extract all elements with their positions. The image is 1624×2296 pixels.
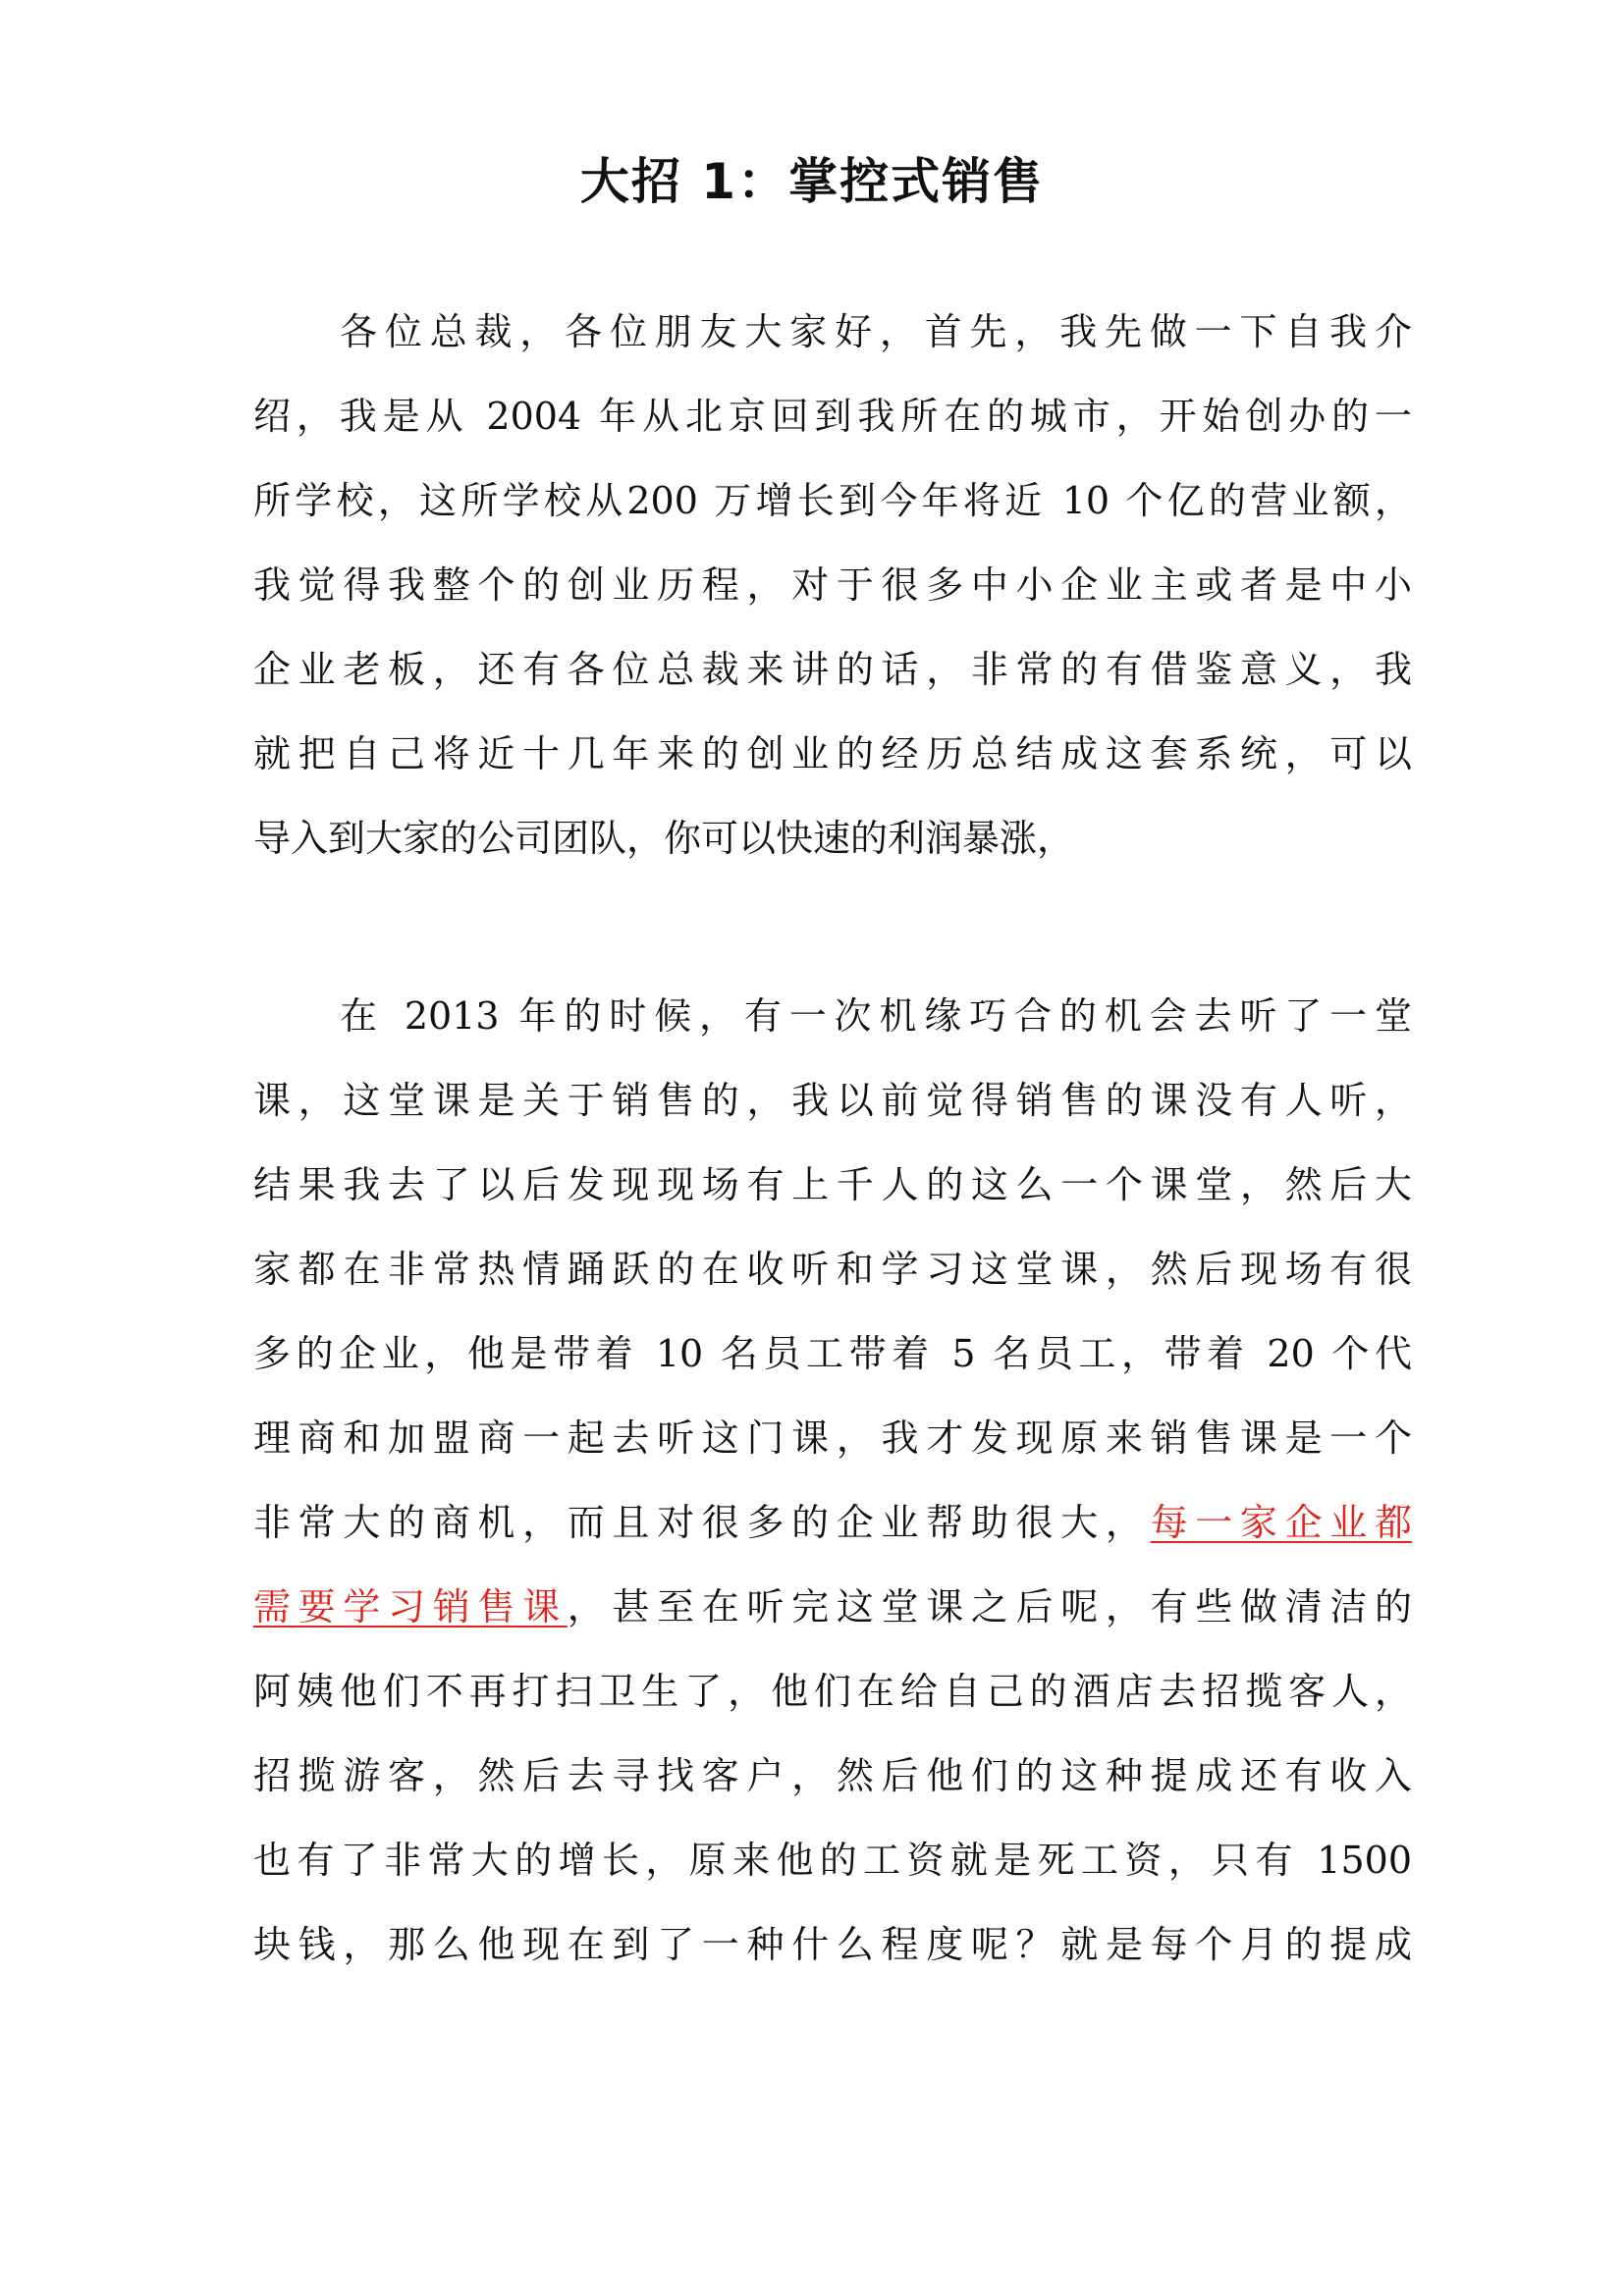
- paragraph-2-line-8: [253, 1565, 1412, 1649]
- paragraph-2-line-7: [253, 1480, 1412, 1565]
- paragraph-2-line-3: 结果我去了以后发现现场有上千人的这么一个课堂，然后大: [253, 1163, 1412, 1206]
- paragraph-2-line-11: 也有了非常大的增长，原来他的工资就是死工资，只有 1500: [253, 1839, 1412, 1882]
- paragraph-2-line-12: 块钱，那么他现在到了一种什么程度呢？就是每个月的提成: [253, 1923, 1412, 1966]
- paragraph-2-line-2: 课，这堂课是关于销售的，我以前觉得销售的课没有人听，: [253, 1079, 1412, 1122]
- paragraph-2-line-8-text: ，甚至在听完这堂课之后呢，有些做清洁的: [567, 1585, 1412, 1629]
- paragraph-1-line-1: 各位总裁，各位朋友大家好，首先，我先做一下自我介: [340, 310, 1412, 353]
- paragraph-1-line-4: 我觉得我整个的创业历程，对于很多中小企业主或者是中小: [253, 563, 1412, 607]
- paragraph-2-line-10: 招揽游客，然后去寻找客户，然后他们的这种提成还有收入: [253, 1754, 1412, 1797]
- paragraph-1-line-7: 导入到大家的公司团队，你可以快速的利润暴涨，: [253, 817, 1075, 860]
- paragraph-2-line-9: 阿姨他们不再打扫卫生了，他们在给自己的酒店去招揽客人，: [253, 1670, 1412, 1713]
- paragraph-1-line-3: 所学校，这所学校从200 万增长到今年将近 10 个亿的营业额，: [253, 479, 1412, 522]
- page-title: 大招 1：掌控式销售: [579, 153, 1045, 210]
- paragraph-1-line-5: 企业老板，还有各位总裁来讲的话，非常的有借鉴意义，我: [253, 648, 1412, 691]
- paragraph-1-line-6: 就把自己将近十几年来的创业的经历总结成这套系统，可以: [253, 732, 1412, 775]
- paragraph-2-line-6: 理商和加盟商一起去听这门课，我才发现原来销售课是一个: [253, 1416, 1412, 1460]
- paragraph-2-line-5: 多的企业，他是带着 10 名员工带着 5 名员工，带着 20 个代: [253, 1332, 1412, 1375]
- highlight-link-part-2[interactable]: 需要学习销售课: [253, 1585, 568, 1629]
- highlight-link-part-1[interactable]: 每一家企业都: [1150, 1501, 1412, 1544]
- paragraph-2-line-4: 家都在非常热情踊跃的在收听和学习这堂课，然后现场有很: [253, 1248, 1412, 1291]
- paragraph-2-line-7-text: 非常大的商机，而且对很多的企业帮助很大，: [253, 1501, 1151, 1544]
- paragraph-2-line-1: 在 2013 年的时候，有一次机缘巧合的机会去听了一堂: [340, 994, 1412, 1038]
- paragraph-1-line-2: 绍，我是从 2004 年从北京回到我所在的城市，开始创办的一: [253, 395, 1412, 438]
